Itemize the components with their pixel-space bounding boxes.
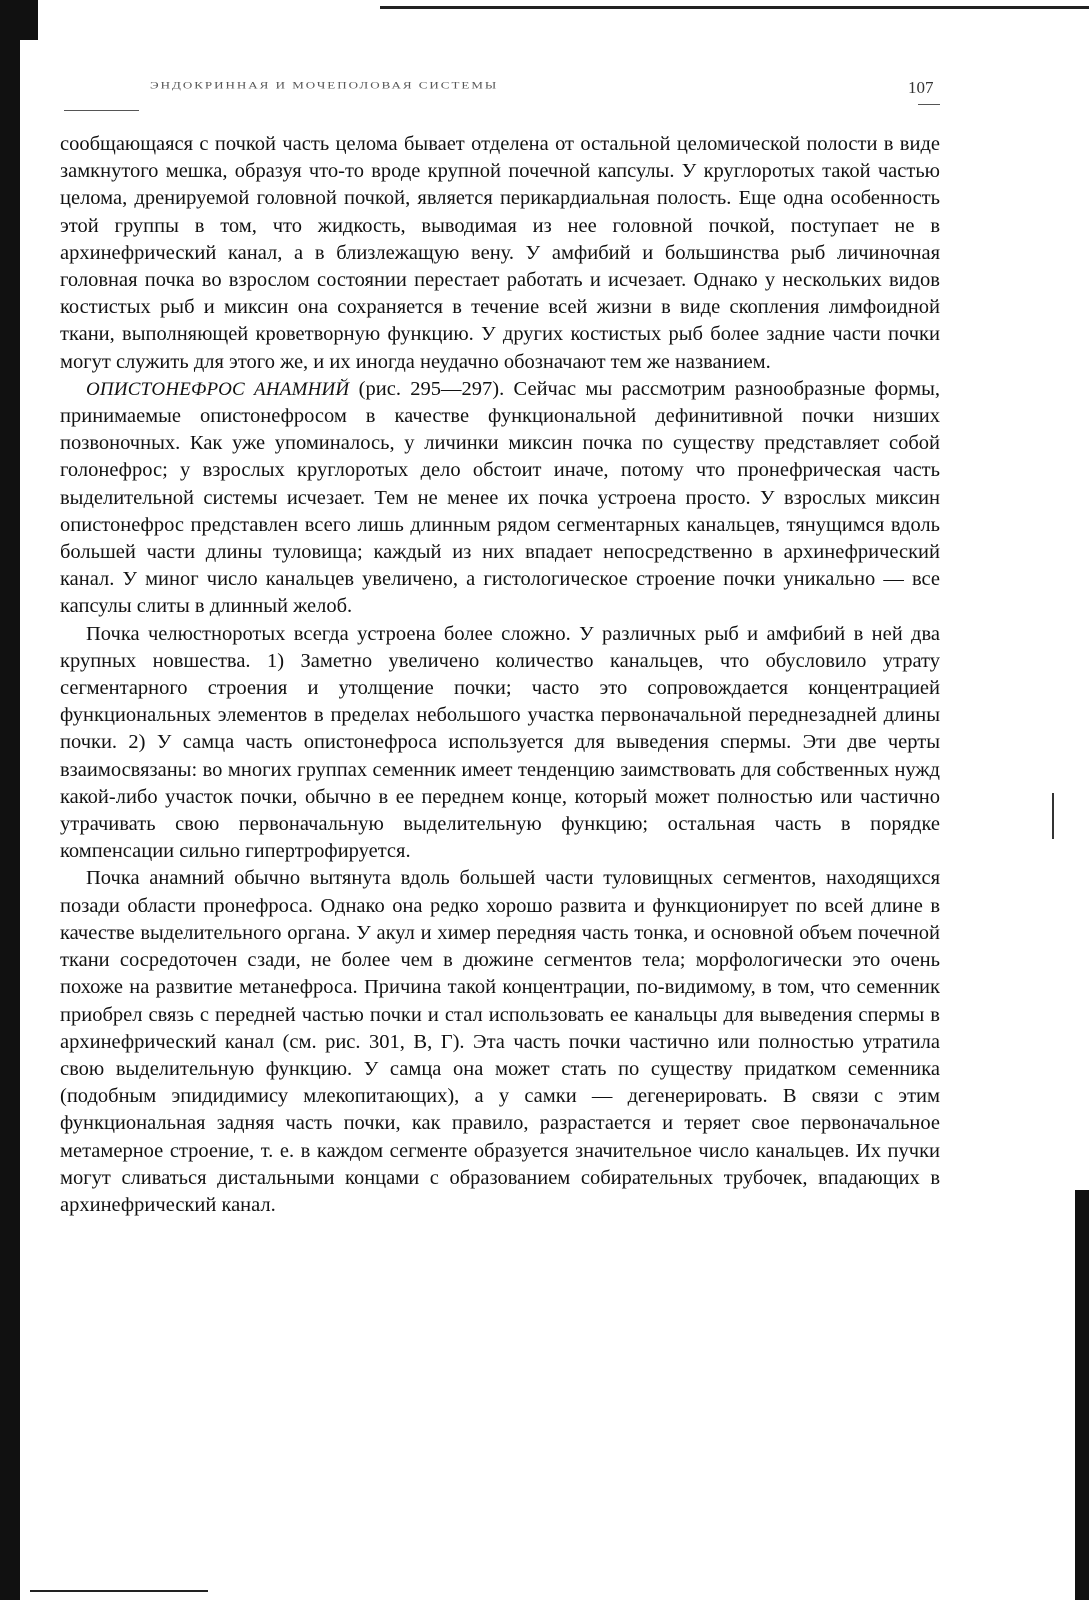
paragraph-4: Почка анамний обычно вытянута вдоль большей части туловищных сегментов, находящихся позади области пронефроса. Однако она редко хорошо развита и функционирует по всей длине в качестве выделительного органа. У акул и химер передняя часть тонка, и основной объем почечной ткани сосредоточен сзади, не более чем в дюжине сегментов тела; морфологически это очень похоже на развитие метанефроса. Причина такой концентрации, по-видимому, в том, что семенник приобрел связь с передней частью почки и стал использовать ее канальцы для выведения спермы в архинефрический канал (см. рис. 301, В, Г). Эта часть почки частично или полностью утратила свою выделительную функцию. У самца она может стать по существу придатком семенника (подобным эпидидимису млекопитающих), а у самки — дегенерировать. В связи с этим функциональная задняя часть почки, как правило, разрастается и теряет свое первоначальное метамерное строение, т. е. в каждом сегменте образуется значительное число канальцев. Их пучки могут сливаться дистальными концами с образованием собирательных трубочек, впадающих в архинефрический канал. xyxy=(60,867,940,1216)
scan-edge-left-top xyxy=(0,0,38,40)
paragraph-2 xyxy=(60,376,940,621)
scan-edge-right xyxy=(1075,1190,1089,1600)
scan-edge-left xyxy=(0,0,20,1600)
body-text xyxy=(60,131,940,1219)
scan-mark-right xyxy=(1052,793,1054,839)
scan-edge-bottom xyxy=(30,1590,208,1592)
section-heading: ОПИСТОНЕФРОС АНАМНИЙ xyxy=(86,378,350,400)
running-head: ЭНДОКРИННАЯ И МОЧЕПОЛОВАЯ СИСТЕМЫ xyxy=(150,80,499,91)
paragraph-2-text: (рис. 295—297). Сейчас мы рассмотрим разнообразные формы, принимаемые опистонефросом в качестве функциональной дефинитивной почки низших позвоночных. Как уже упоминалось, у личинки миксин почка по существу представляет собой голонефрос; у взрослых круглоротых дело обстоит иначе, потому что пронефрическая часть выделительной системы исчезает. Тем не менее их почка устроена просто. У взрослых миксин опистонефрос представлен всего лишь длинным рядом сегментарных канальцев, тянущимся вдоль большей части длины туловища; каждый из них впадает непосредственно в архинефрический канал. У миног число канальцев увеличено, а гистологическое строение почки уникально — все капсулы слиты в длинный желоб. xyxy=(60,377,940,618)
header-rule-left xyxy=(64,110,139,111)
scan-edge-top xyxy=(380,6,1089,9)
page-number: 107 xyxy=(908,78,934,97)
header-rule-right xyxy=(918,104,940,105)
paragraph-3: Почка челюстноротых всегда устроена более сложно. У различных рыб и амфибий в ней два крупных новшества. 1) Заметно увеличено количество канальцев, что обусловило утрату сегментарного строения и утолщение почки; часто это сопровождается концентрацией функциональных элементов в пределах небольшого участка первоначальной переднезадней длины почки. 2) У самца часть опистонефроса используется для выведения спермы. Эти две черты взаимосвязаны: во многих группах семенник имеет тенденцию заимствовать для собственных нужд какой-либо участок почки, обычно в ее переднем конце, который может полностью или частично утрачивать свою первоначальную выделительную функцию; остальная часть в порядке компенсации сильно гипертрофируется. xyxy=(60,622,940,863)
paragraph-1: сообщающаяся с почкой часть целома бывает отделена от остальной целомической полости в виде замкнутого мешка, образуя что-то вроде крупной почечной капсулы. У круглоротых такой частью целома, дренируемой головной почкой, является перикардиальная полость. Еще одна особенность этой группы в том, что жидкость, выводимая из нее головной почкой, поступает не в архинефрический канал, а в близлежащую вену. У амфибий и большинства рыб личиночная головная почка во взрослом состоянии перестает работать и исчезает. Однако у нескольких видов костистых рыб и миксин она сохраняется в течение всей жизни в виде скопления лимфоидной ткани, выполняющей кроветворную функцию. У других костистых рыб более задние части почки могут служить для этого же, и их иногда неудачно обозначают тем же названием. xyxy=(60,133,940,373)
